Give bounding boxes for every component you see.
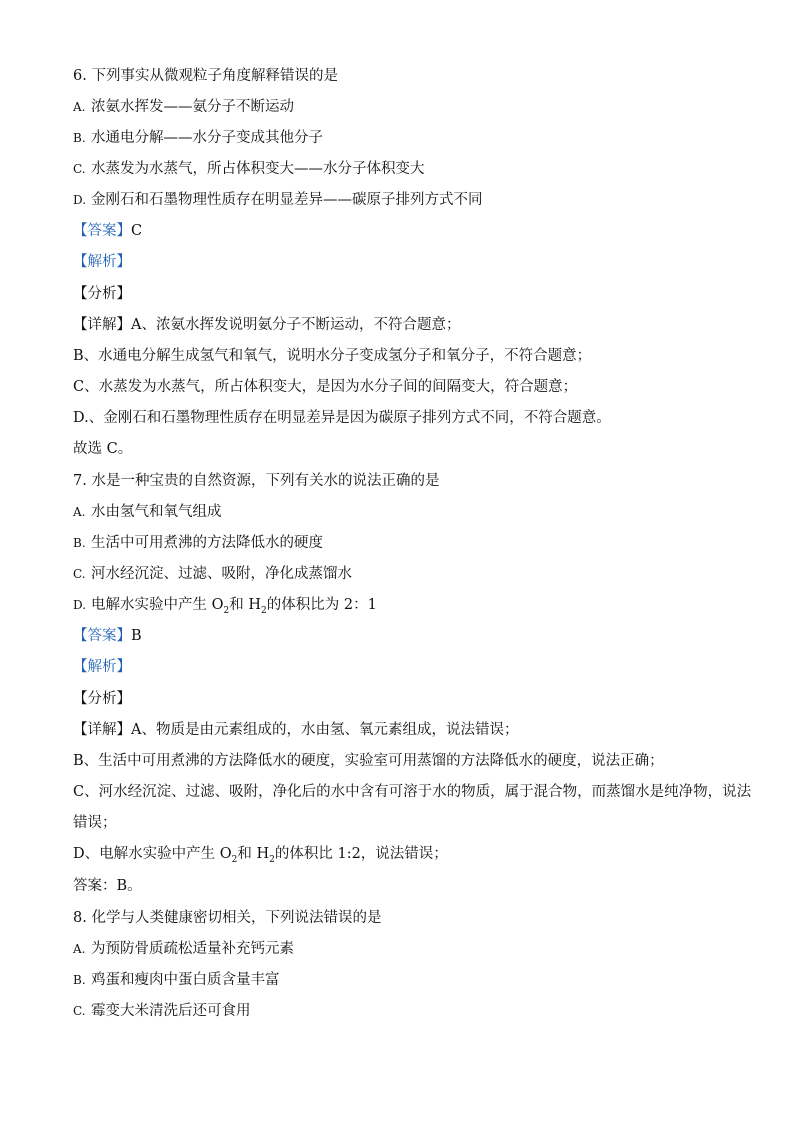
q6-detail-tag: 【详解】 <box>73 317 131 333</box>
q6-option-d-letter: D. <box>73 193 87 207</box>
q7-option-a-text: 水由氢气和氧气组成 <box>91 504 222 520</box>
q6-detail-a <box>73 315 733 335</box>
q7-option-b-letter: B. <box>73 536 86 550</box>
q6-option-b-text: 水通电分解——水分子变成其他分子 <box>91 130 323 146</box>
q7-option-c-text: 河水经沉淀、过滤、吸附，净化成蒸馏水 <box>91 566 352 582</box>
q6-option-c-letter: C. <box>73 162 86 176</box>
q6-answer <box>73 221 733 241</box>
q7-option-d-post: 的体积比为 2：1 <box>266 597 377 613</box>
q6-option-b <box>73 128 733 148</box>
q8-option-b <box>73 970 733 990</box>
q8-option-a-text: 为预防骨质疏松适量补充钙元素 <box>91 941 294 957</box>
q6-detail-b: B、水通电分解生成氢气和氧气，说明水分子变成氢分子和氧分子，不符合题意； <box>73 348 592 364</box>
q8-option-c-text: 霉变大米清洗后还可食用 <box>91 1003 251 1019</box>
q7-stem: 7. 水是一种宝贵的自然资源，下列有关水的说法正确的是 <box>73 473 440 489</box>
q8-stem: 8. 化学与人类健康密切相关，下列说法错误的是 <box>73 910 382 926</box>
q7-detail-c-line2: 错误； <box>73 815 117 831</box>
q7-analysis-label: 【解析】 <box>73 659 131 675</box>
q6-option-a-letter: A. <box>73 100 86 114</box>
q8-option-c <box>73 1001 733 1021</box>
q6-option-c-text: 水蒸发为水蒸气，所占体积变大——水分子体积变大 <box>91 161 425 177</box>
q7-detail-d <box>73 844 733 864</box>
q7-detail-c-line1: C、河水经沉淀、过滤、吸附，净化后的水中含有可溶于水的物质，属于混合物，而蒸馏水是纯净物，说法 <box>73 784 752 800</box>
q6-conclusion: 故选 C。 <box>73 441 133 457</box>
q6-detail-a-text: A、浓氨水挥发说明氨分子不断运动，不符合题意； <box>131 317 461 333</box>
q6-stem: 6. 下列事实从微观粒子角度解释错误的是 <box>73 68 338 84</box>
q7-analysis-tag <box>73 657 733 677</box>
q6-option-d-text: 金刚石和石墨物理性质存在明显差异——碳原子排列方式不同 <box>91 192 483 208</box>
q7-detail-d-sub2: 2 <box>269 854 275 865</box>
q7-option-d-letter: D. <box>73 598 87 612</box>
q7-option-a <box>73 502 733 522</box>
q8-option-b-text: 鸡蛋和瘦肉中蛋白质含量丰富 <box>91 972 280 988</box>
q7-detail-b: B、生活中可用煮沸的方法降低水的硬度，实验室可用蒸馏的方法降低水的硬度，说法正确； <box>73 753 664 769</box>
q6-option-b-letter: B. <box>73 131 86 145</box>
q7-option-d <box>73 595 733 615</box>
q6-analysis-label: 【解析】 <box>73 254 131 270</box>
q6-answer-tag: 【答案】 <box>73 223 131 239</box>
q7-answer-tag: 【答案】 <box>73 628 131 644</box>
q7-option-a-letter: A. <box>73 505 86 519</box>
q6-detail-d: D.、金刚石和石墨物理性质存在明显差异是因为碳原子排列方式不同，不符合题意。 <box>73 410 611 426</box>
q7-answer-value: B <box>131 628 142 644</box>
q7-option-d-pre: 电解水实验中产生 O <box>91 597 224 613</box>
q7-option-d-mid: 和 H <box>229 597 261 613</box>
q6-option-a-text: 浓氨水挥发——氨分子不断运动 <box>91 99 294 115</box>
q8-option-a-letter: A. <box>73 942 86 956</box>
q7-option-b-text: 生活中可用煮沸的方法降低水的硬度 <box>91 535 323 551</box>
q7-option-c <box>73 564 733 584</box>
q7-detail-a <box>73 720 733 740</box>
q7-detail-tag: 【详解】 <box>73 722 131 738</box>
q7-option-b <box>73 533 733 553</box>
q6-detail-c: C、水蒸发为水蒸气，所占体积变大，是因为水分子间的间隔变大，符合题意； <box>73 379 578 395</box>
q6-analysis-tag <box>73 252 733 272</box>
q6-option-a <box>73 97 733 117</box>
q6-option-c <box>73 159 733 179</box>
q8-option-c-letter: C. <box>73 1004 86 1018</box>
q7-detail-d-mid: 和 H <box>237 846 270 862</box>
q7-conclusion: 答案：B。 <box>73 878 142 894</box>
q8-option-a <box>73 939 733 959</box>
q7-detail-a-text: A、物质是由元素组成的，水由氢、氧元素组成，说法错误； <box>131 722 519 738</box>
q6-option-d <box>73 190 733 210</box>
q7-option-d-sub2: 2 <box>261 605 267 616</box>
q8-option-b-letter: B. <box>73 973 86 987</box>
q7-fenxi-tag: 【分析】 <box>73 691 131 707</box>
q7-option-c-letter: C. <box>73 567 86 581</box>
q6-fenxi-tag: 【分析】 <box>73 286 131 302</box>
q7-detail-d-pre: D、电解水实验中产生 O <box>73 846 232 862</box>
q7-answer <box>73 626 733 646</box>
q7-detail-d-sub1: 2 <box>231 854 238 865</box>
q6-answer-value: C <box>131 223 143 239</box>
q7-detail-d-post: 的体积比 1:2，说法错误； <box>274 846 448 862</box>
q7-option-d-sub1: 2 <box>223 605 230 616</box>
